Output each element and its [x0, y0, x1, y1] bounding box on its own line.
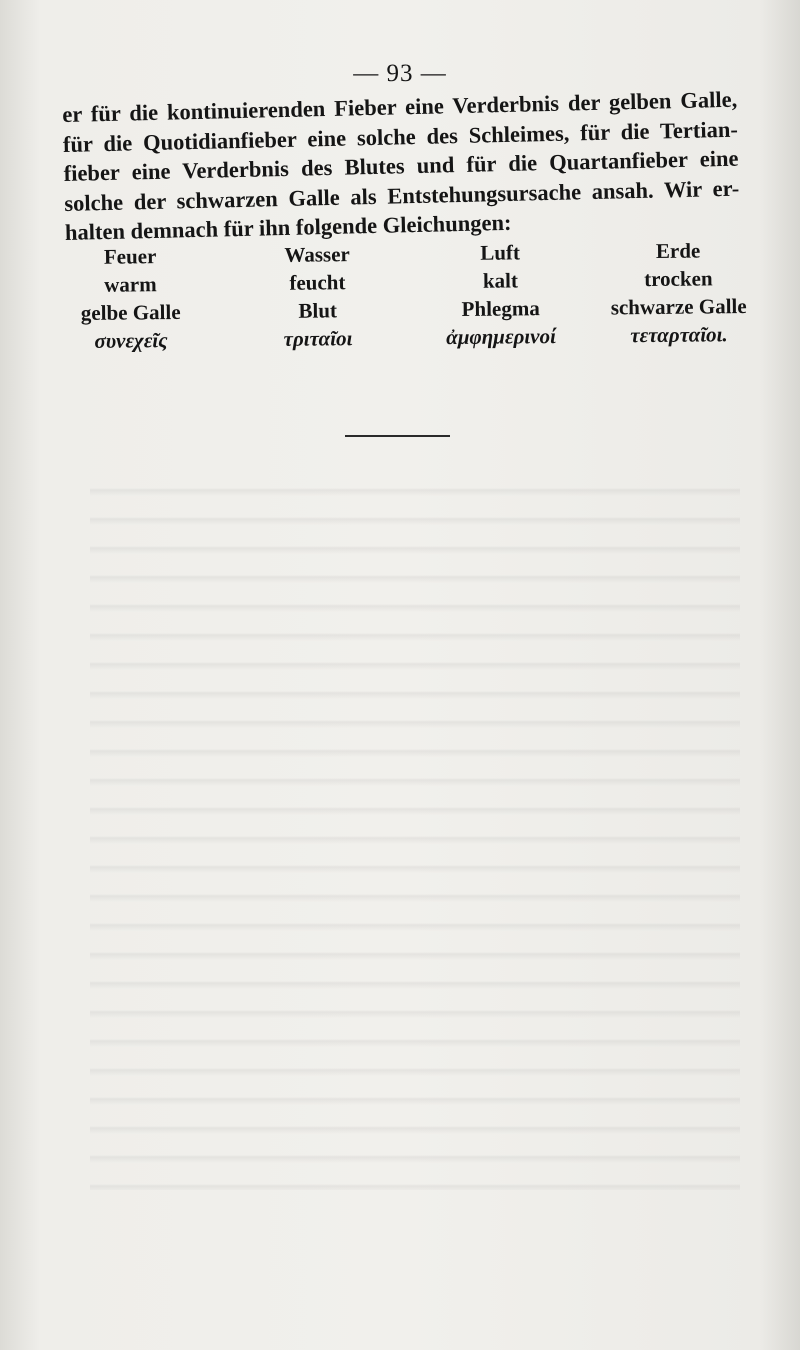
body-paragraph — [62, 85, 740, 248]
paragraph-line: solche der schwarzen Galle als Entstehungsursache ansah. Wir er- — [64, 175, 740, 216]
section-divider-rule — [345, 435, 450, 437]
table-cell: trocken — [644, 266, 713, 292]
table-cell: Feuer — [103, 244, 157, 269]
table-cell: Phlegma — [461, 296, 540, 322]
table-cell: gelbe Galle — [80, 299, 181, 325]
table-row — [81, 322, 741, 357]
table-cell: kalt — [482, 268, 519, 293]
page-number: — 93 — — [353, 60, 447, 87]
paragraph-line: für die Quotidianfieber eine solche des Schleimes, für die Tertian- — [62, 116, 739, 157]
table-cell: warm — [104, 272, 157, 297]
paragraph-line: fieber eine Verderbnis des Blutes und für die Quartanfieber eine — [63, 145, 739, 186]
table-cell: συνεχεῖς — [94, 328, 168, 353]
table-cell: Erde — [655, 238, 701, 263]
equation-table — [80, 238, 747, 357]
table-cell: Luft — [480, 240, 521, 265]
table-cell: ἀμφημερινοί — [446, 324, 556, 350]
table-cell: feucht — [289, 270, 346, 295]
table-cell: Wasser — [284, 242, 350, 267]
table-cell: τριταῖοι — [283, 326, 353, 351]
table-cell: τεταρταῖοι. — [630, 322, 728, 348]
paragraph-line: halten demnach für ihn folgende Gleichungen: — [64, 209, 512, 245]
show-through-texture — [90, 470, 740, 1190]
table-cell: schwarze Galle — [610, 294, 747, 320]
table-cell: Blut — [298, 298, 338, 323]
paragraph-line: er für die kontinuierenden Fieber eine Verderbnis der gelben Galle, — [62, 86, 738, 127]
